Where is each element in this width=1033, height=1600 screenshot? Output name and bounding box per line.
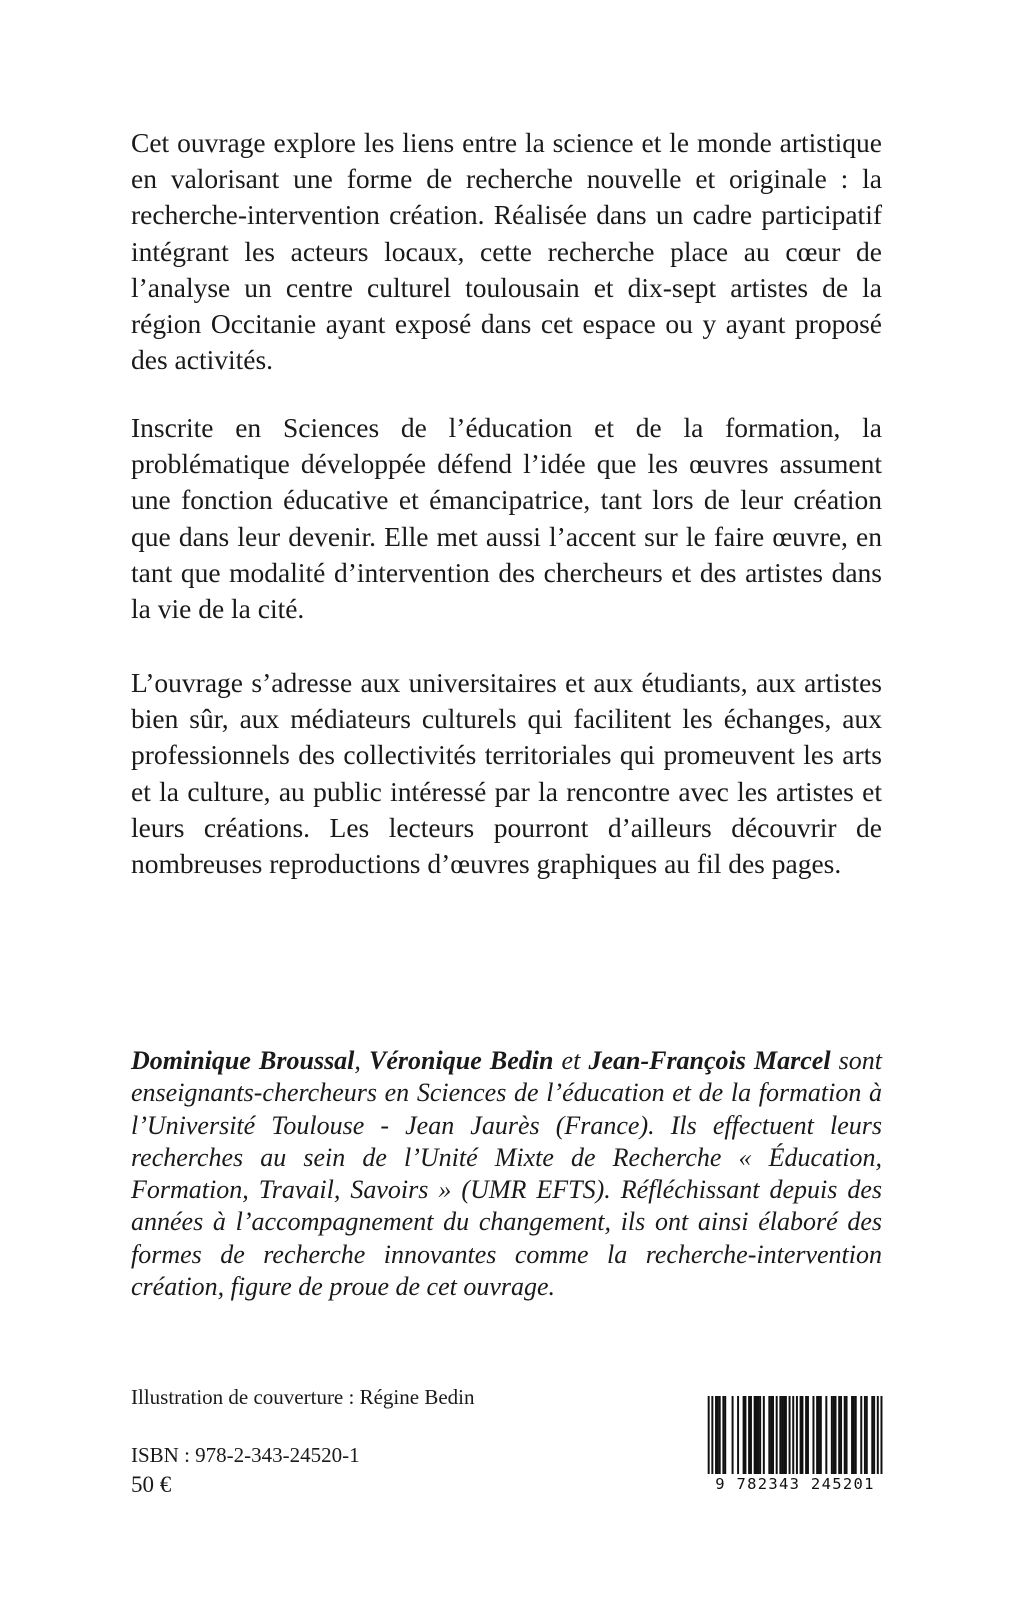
barcode-number: 9 782343 245201 — [704, 1474, 886, 1494]
barcode-bar — [781, 1396, 783, 1474]
barcode-bar — [708, 1396, 710, 1480]
barcode-bar — [801, 1396, 803, 1474]
barcode-bar — [851, 1396, 853, 1474]
barcode-bar — [763, 1396, 765, 1474]
illustration-credit: Illustration de couverture : Régine Bedin — [131, 1385, 475, 1409]
barcode-bar — [846, 1396, 848, 1474]
barcode-bar — [825, 1396, 827, 1474]
barcode-bar — [719, 1396, 721, 1474]
barcode-bar — [840, 1396, 842, 1474]
barcode-bar — [877, 1396, 879, 1480]
author-separator-2: et — [553, 1046, 589, 1075]
barcode-bar — [744, 1396, 746, 1474]
barcode-bar — [737, 1396, 739, 1474]
description-paragraph-2: Inscrite en Sciences de l’éducation et de la formation, la problématique développée défend l’idée que les œuvres assument une fonction éducative et émancipatrice, tant lors de leur création que dans leur devenir. Elle met aussi l’accent sur le faire œuvre, en tant que modalité d’intervention des chercheurs et des artistes dans la vie de la cité. — [131, 412, 882, 625]
barcode-bar — [785, 1396, 787, 1474]
barcode-bar — [783, 1396, 785, 1474]
author-separator-1: , — [354, 1046, 370, 1075]
barcode-bar — [818, 1396, 820, 1474]
barcode-bar — [717, 1396, 719, 1474]
barcode-bar — [880, 1396, 882, 1480]
barcode-bar — [748, 1396, 750, 1474]
barcode-bar — [770, 1396, 772, 1474]
barcode-bar — [871, 1396, 873, 1474]
barcode-bar — [776, 1396, 778, 1474]
barcode-bar — [838, 1396, 840, 1474]
barcode-bar — [792, 1396, 794, 1480]
barcode-bar — [820, 1396, 822, 1474]
barcode-bar — [722, 1396, 724, 1474]
barcode-bar — [853, 1396, 855, 1474]
barcode-bar — [715, 1396, 717, 1474]
barcode-bar — [807, 1396, 809, 1474]
author-name-2: Véronique Bedin — [369, 1046, 554, 1075]
barcode-bar — [812, 1396, 814, 1474]
barcode-bar — [759, 1396, 761, 1474]
barcode-bar — [732, 1396, 734, 1474]
barcode-bar — [779, 1396, 781, 1474]
barcode-bar — [757, 1396, 759, 1474]
barcode-bar — [805, 1396, 807, 1474]
barcode-bar — [772, 1396, 774, 1474]
barcode-bar — [789, 1396, 791, 1474]
authors-bio — [131, 1045, 882, 1303]
barcode-bar — [816, 1396, 818, 1474]
barcode-bar — [833, 1396, 835, 1474]
price: 50 € — [131, 1472, 172, 1497]
barcode-bar — [831, 1396, 833, 1474]
barcode-bar — [860, 1396, 862, 1474]
barcode-bar — [864, 1396, 866, 1474]
barcode-bar — [768, 1396, 770, 1474]
barcode-bar — [743, 1396, 745, 1474]
barcode-bar — [750, 1396, 752, 1474]
barcode-bar — [855, 1396, 857, 1474]
barcode-bar — [866, 1396, 868, 1474]
description-paragraph-1: Cet ouvrage explore les liens entre la science et le monde artistique en valorisant une forme de recherche nouvelle et originale : la recherche-intervention création. Réalisée dans un cadre participatif intégrant les acteurs locaux, cette recherche place au cœur de l’analyse un centre culturel toulousain et dix-sept artistes de la région Occitanie ayant exposé dans cet espace ou y ayant proposé des activités. — [131, 127, 882, 376]
author-name-1: Dominique Broussal — [131, 1046, 355, 1075]
barcode-bar — [800, 1396, 802, 1474]
isbn: ISBN : 978-2-343-24520-1 — [131, 1443, 360, 1467]
barcode-bar — [724, 1396, 726, 1474]
description-paragraph-3: L’ouvrage s’adresse aux universitaires et aux étudiants, aux artistes bien sûr, aux médiateurs culturels qui facilitent les échanges, aux professionnels des collectivités territoriales qui promeuvent les arts et la culture, au public intéressé par la rencontre avec les artistes et leurs créations. Les lecteurs pourront d’ailleurs découvrir de nombreuses reproductions d’œuvres graphiques au fil des pages. — [131, 667, 882, 880]
barcode — [704, 1396, 886, 1496]
authors-bio-text: sont enseignants-chercheurs en Sciences de l’éducation et de la formation à l’Université Toulouse - Jean Jaurès (France). Ils effectuent leurs recherches au sein de l’Unité Mixte de Recherche « Éducation, Formation, Travail, Savoirs » (UMR EFTS). Réfléchissant depuis des années à l’accompagnement du changement, ils ont ainsi élaboré des formes de recherche innovantes comme la recherche-intervention création, figure de proue de cet ouvrage. — [131, 1046, 883, 1302]
barcode-bars — [704, 1396, 886, 1480]
barcode-bar — [711, 1396, 713, 1480]
barcode-bar — [844, 1396, 846, 1474]
barcode-bar — [755, 1396, 757, 1474]
barcode-bar — [873, 1396, 875, 1474]
barcode-bar — [796, 1396, 798, 1480]
barcode-bar — [754, 1396, 756, 1474]
author-name-3: Jean-François Marcel — [588, 1046, 831, 1075]
barcode-bar — [835, 1396, 837, 1474]
